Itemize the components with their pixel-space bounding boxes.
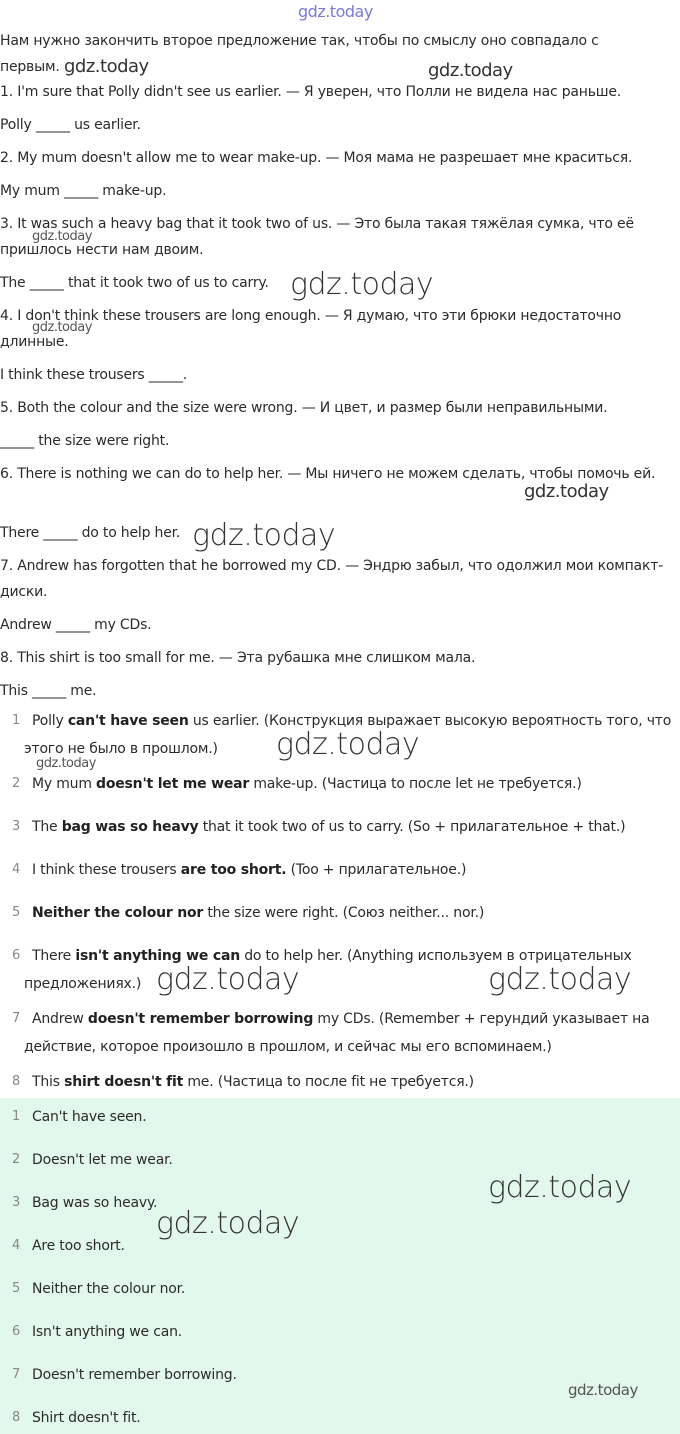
task-gap: Polly _____ us earlier. [0, 117, 141, 133]
item-number: 6 [12, 948, 21, 963]
explanation-note: me. (Частица to после fit не требуется.) [183, 1074, 474, 1090]
watermark: gdz.today [156, 1206, 300, 1241]
task-sentence: 3. It was such a heavy bag that it took two of us. — Это была такая тяжёлая сумка, что её пришлось нести нам двоим. [0, 216, 634, 258]
answer-highlight: are too short. [180, 862, 287, 878]
explanation-text: There [32, 948, 76, 964]
answer-text: Doesn't let me wear. [32, 1152, 173, 1168]
explanation-text: My mum [32, 776, 97, 792]
task-sentence: 2. My mum doesn't allow me to wear make-up. — Моя мама не разрешает мне краситься. [0, 150, 633, 166]
task-gap: My mum _____ make-up. [0, 183, 167, 199]
item-number: 1 [12, 1109, 21, 1124]
watermark: gdz.today [524, 481, 609, 502]
item-number: 7 [12, 1367, 21, 1382]
explanation-text: Andrew [32, 1011, 88, 1027]
answer-highlight: doesn't remember borrowing [87, 1011, 314, 1027]
task-sentence: 5. Both the colour and the size were wrong. — И цвет, и размер были неправильными. [0, 400, 608, 416]
answer-highlight: doesn't let me wear [96, 776, 250, 792]
task-gap: The _____ that it took two of us to carry. [0, 275, 269, 291]
watermark: gdz.today [64, 56, 149, 77]
task-gap: _____ the size were right. [0, 433, 170, 449]
watermark: gdz.today [488, 1170, 632, 1205]
answer-highlight: Neither the colour nor [32, 905, 204, 921]
item-number: 6 [12, 1324, 21, 1339]
item-number: 4 [12, 862, 21, 877]
explanation-note: my CDs. (Remember + герундий указывает на действие, которое произошло в прошлом, и сейчас мы его вспоминаем.) [24, 1011, 650, 1055]
task-gap: There _____ do to help her. [0, 525, 181, 541]
answer-highlight: shirt doesn't fit [64, 1074, 184, 1090]
explanation-text: The [32, 819, 62, 835]
explanation-note: us earlier. (Конструкция выражает высокую вероятность того, что этого не было в прошлом.) [24, 713, 672, 757]
answer-text: Doesn't remember borrowing. [32, 1367, 237, 1383]
task-sentence: 7. Andrew has forgotten that he borrowed my CD. — Эндрю забыл, что одолжил мои компакт-диски. [0, 558, 664, 600]
task-sentence: 8. This shirt is too small for me. — Эта рубашка мне слишком мала. [0, 650, 476, 666]
item-number: 2 [12, 1152, 21, 1167]
watermark: gdz.today [32, 229, 92, 244]
answer-text: Shirt doesn't fit. [32, 1410, 141, 1426]
answer-text: Isn't anything we can. [32, 1324, 182, 1340]
explanation-note: the size were right. (Союз neither... nor.) [203, 905, 485, 921]
explanation-text: I think these trousers [32, 862, 181, 878]
task-gap: I think these trousers _____. [0, 367, 188, 383]
explanation-note: that it took two of us to carry. (So + прилагательное + that.) [198, 819, 626, 835]
watermark: gdz.today [156, 962, 300, 997]
item-number: 5 [12, 1281, 21, 1296]
item-number: 8 [12, 1074, 21, 1089]
task-gap: This _____ me. [0, 683, 97, 699]
watermark: gdz.today [488, 962, 632, 997]
watermark: gdz.today [32, 320, 92, 335]
explanation-text: Polly [32, 713, 68, 729]
item-number: 8 [12, 1410, 21, 1425]
task-sentence: 4. I don't think these trousers are long enough. — Я думаю, что эти брюки недостаточно длинные. [0, 308, 622, 350]
item-number: 3 [12, 819, 21, 834]
header-watermark: gdz.today [298, 2, 373, 21]
answer-highlight: can't have seen [67, 713, 189, 729]
task-sentence: 1. I'm sure that Polly didn't see us earlier. — Я уверен, что Полли не видела нас раньше. [0, 84, 622, 100]
answer-text: Neither the colour nor. [32, 1281, 186, 1297]
intro-text: Нам нужно закончить второе предложение так, чтобы по смыслу оно совпадало с первым. [0, 33, 599, 75]
item-number: 1 [12, 713, 21, 728]
explanation-note: do to help her. (Anything используем в отрицательных предложениях.) [24, 948, 632, 992]
item-number: 5 [12, 905, 21, 920]
watermark: gdz.today [36, 756, 96, 771]
watermark: gdz.today [276, 727, 420, 762]
watermark: gdz.today [290, 267, 434, 302]
item-number: 4 [12, 1238, 21, 1253]
explanation-note: (Too + прилагательное.) [286, 862, 467, 878]
watermark: gdz.today [568, 1381, 638, 1399]
watermark: gdz.today [192, 518, 336, 553]
item-number: 2 [12, 776, 21, 791]
answer-text: Bag was so heavy. [32, 1195, 158, 1211]
answer-highlight: isn't anything we can [75, 948, 240, 964]
watermark: gdz.today [428, 60, 513, 81]
item-number: 3 [12, 1195, 21, 1210]
answer-text: Are too short. [32, 1238, 125, 1254]
answer-highlight: bag was so heavy [61, 819, 199, 835]
item-number: 7 [12, 1011, 21, 1026]
task-gap: Andrew _____ my CDs. [0, 617, 152, 633]
answer-text: Can't have seen. [32, 1109, 147, 1125]
explanation-text: This [32, 1074, 65, 1090]
task-sentence: 6. There is nothing we can do to help her. — Мы ничего не можем сделать, чтобы помочь ей. [0, 466, 656, 482]
explanation-note: make-up. (Частица to после let не требуется.) [249, 776, 582, 792]
